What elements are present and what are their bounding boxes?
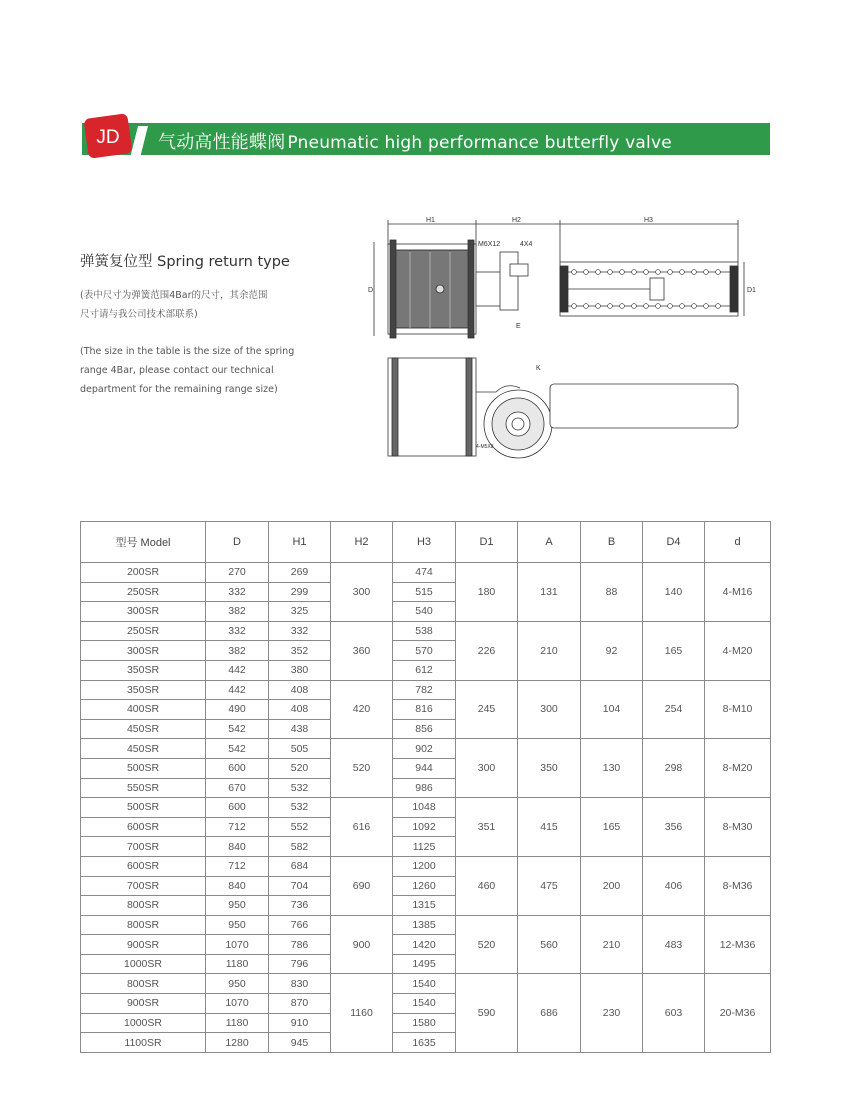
cell-d: 442 xyxy=(206,680,269,700)
cell-bolt: 4-M20 xyxy=(705,621,771,680)
cell-d4: 483 xyxy=(643,915,705,974)
cell-h3: 1580 xyxy=(393,1013,456,1033)
cell-model: 800SR xyxy=(81,974,206,994)
cell-h1: 830 xyxy=(269,974,331,994)
cell-d: 542 xyxy=(206,719,269,739)
cell-model: 200SR xyxy=(81,563,206,583)
cell-b: 130 xyxy=(581,739,643,798)
cell-h1: 299 xyxy=(269,582,331,602)
m6x12-label: M6X12 xyxy=(478,241,501,248)
cell-h1: 380 xyxy=(269,660,331,680)
table-row xyxy=(81,621,771,641)
cell-d: 840 xyxy=(206,837,269,857)
col-header-model: 型号 Model xyxy=(81,522,206,563)
cell-model: 350SR xyxy=(81,660,206,680)
cell-h1: 532 xyxy=(269,778,331,798)
cell-h3: 1315 xyxy=(393,896,456,916)
jd-logo xyxy=(82,110,152,162)
col-header-d1: D1 xyxy=(456,522,518,563)
cell-a: 300 xyxy=(518,680,581,739)
cell-d4: 140 xyxy=(643,563,705,622)
cell-h1: 736 xyxy=(269,896,331,916)
cell-d: 542 xyxy=(206,739,269,759)
section-subtitle: 弹簧复位型 Spring return type xyxy=(80,254,290,270)
cell-d: 670 xyxy=(206,778,269,798)
cell-d4: 298 xyxy=(643,739,705,798)
cell-model: 300SR xyxy=(81,602,206,622)
cell-h2: 616 xyxy=(331,798,393,857)
cell-model: 450SR xyxy=(81,719,206,739)
e-label: E xyxy=(516,323,521,330)
cell-h1: 520 xyxy=(269,758,331,778)
cell-h3: 570 xyxy=(393,641,456,661)
cell-h1: 438 xyxy=(269,719,331,739)
cell-model: 500SR xyxy=(81,758,206,778)
cell-h1: 582 xyxy=(269,837,331,857)
cell-d1: 590 xyxy=(456,974,518,1052)
cell-model: 250SR xyxy=(81,621,206,641)
cell-h3: 944 xyxy=(393,758,456,778)
cell-h3: 1260 xyxy=(393,876,456,896)
cell-b: 230 xyxy=(581,974,643,1052)
valve-drawing xyxy=(360,212,760,472)
cell-h3: 1495 xyxy=(393,954,456,974)
cell-d: 600 xyxy=(206,758,269,778)
table-body xyxy=(81,563,771,1053)
cell-d: 712 xyxy=(206,856,269,876)
banner-title xyxy=(158,128,672,154)
cell-d: 1070 xyxy=(206,935,269,955)
cell-b: 88 xyxy=(581,563,643,622)
cell-d: 600 xyxy=(206,798,269,818)
cell-h3: 1125 xyxy=(393,837,456,857)
title-en: Pneumatic high performance butterfly valve xyxy=(287,133,672,153)
h2-label: H2 xyxy=(512,217,521,224)
cell-h1: 704 xyxy=(269,876,331,896)
cell-h2: 420 xyxy=(331,680,393,739)
cell-h3: 538 xyxy=(393,621,456,641)
note-en-line: department for the remaining range size) xyxy=(80,384,278,395)
cell-model: 900SR xyxy=(81,935,206,955)
cell-model: 450SR xyxy=(81,739,206,759)
cell-d4: 406 xyxy=(643,856,705,915)
cell-h3: 515 xyxy=(393,582,456,602)
cell-h3: 1540 xyxy=(393,974,456,994)
cell-d: 270 xyxy=(206,563,269,583)
cell-h1: 945 xyxy=(269,1033,331,1053)
cell-d: 950 xyxy=(206,896,269,916)
cell-d: 840 xyxy=(206,876,269,896)
col-header-b: B xyxy=(581,522,643,563)
cell-d4: 603 xyxy=(643,974,705,1052)
col-header-bolt: d xyxy=(705,522,771,563)
cell-bolt: 4-M16 xyxy=(705,563,771,622)
cell-model: 1100SR xyxy=(81,1033,206,1053)
cell-a: 210 xyxy=(518,621,581,680)
cell-model: 600SR xyxy=(81,817,206,837)
cell-b: 104 xyxy=(581,680,643,739)
note-en xyxy=(80,342,294,399)
cell-a: 560 xyxy=(518,915,581,974)
table-row xyxy=(81,798,771,818)
cell-h3: 986 xyxy=(393,778,456,798)
table-header-row xyxy=(81,522,771,563)
h1-label: H1 xyxy=(426,217,435,224)
cell-d: 382 xyxy=(206,602,269,622)
cell-d4: 356 xyxy=(643,798,705,857)
cell-h3: 816 xyxy=(393,700,456,720)
cell-d: 950 xyxy=(206,915,269,935)
cell-h1: 408 xyxy=(269,700,331,720)
cell-model: 700SR xyxy=(81,837,206,857)
note-cn-line: 尺寸请与我公司技术部联系) xyxy=(80,309,198,320)
cell-b: 92 xyxy=(581,621,643,680)
note-en-line: range 4Bar, please contact our technical xyxy=(80,365,274,376)
cell-d: 1180 xyxy=(206,1013,269,1033)
table-row xyxy=(81,856,771,876)
table-row xyxy=(81,739,771,759)
cell-model: 300SR xyxy=(81,641,206,661)
cell-h2: 690 xyxy=(331,856,393,915)
cell-d4: 254 xyxy=(643,680,705,739)
cell-a: 131 xyxy=(518,563,581,622)
cell-h1: 332 xyxy=(269,621,331,641)
cell-h3: 1092 xyxy=(393,817,456,837)
cell-d: 712 xyxy=(206,817,269,837)
d1-label: D1 xyxy=(747,287,756,294)
cell-h1: 325 xyxy=(269,602,331,622)
cell-d1: 245 xyxy=(456,680,518,739)
cell-h3: 1200 xyxy=(393,856,456,876)
cell-h1: 532 xyxy=(269,798,331,818)
cell-h3: 1635 xyxy=(393,1033,456,1053)
cell-model: 550SR xyxy=(81,778,206,798)
logo-text: JD xyxy=(96,127,120,148)
cell-model: 500SR xyxy=(81,798,206,818)
cell-h1: 766 xyxy=(269,915,331,935)
cell-d1: 180 xyxy=(456,563,518,622)
cell-d: 1070 xyxy=(206,994,269,1014)
cell-h3: 856 xyxy=(393,719,456,739)
h3-label: H3 xyxy=(644,217,653,224)
cell-model: 800SR xyxy=(81,915,206,935)
cell-model: 600SR xyxy=(81,856,206,876)
k-label: K xyxy=(536,365,541,372)
cell-h1: 269 xyxy=(269,563,331,583)
cell-h1: 552 xyxy=(269,817,331,837)
cell-h2: 1160 xyxy=(331,974,393,1052)
spec-table xyxy=(80,521,771,1053)
table-row xyxy=(81,974,771,994)
cell-d: 332 xyxy=(206,621,269,641)
cell-d1: 460 xyxy=(456,856,518,915)
cell-h1: 786 xyxy=(269,935,331,955)
cell-model: 250SR xyxy=(81,582,206,602)
cell-d: 490 xyxy=(206,700,269,720)
cell-a: 686 xyxy=(518,974,581,1052)
table-row xyxy=(81,563,771,583)
cell-a: 475 xyxy=(518,856,581,915)
cell-h3: 1385 xyxy=(393,915,456,935)
col-header-h1: H1 xyxy=(269,522,331,563)
cell-a: 350 xyxy=(518,739,581,798)
col-header-d4: D4 xyxy=(643,522,705,563)
cell-h2: 520 xyxy=(331,739,393,798)
cell-h1: 684 xyxy=(269,856,331,876)
cell-b: 210 xyxy=(581,915,643,974)
cell-b: 165 xyxy=(581,798,643,857)
cell-model: 700SR xyxy=(81,876,206,896)
cell-model: 900SR xyxy=(81,994,206,1014)
title-cn: 气动高性能蝶阀 xyxy=(158,132,286,153)
cell-d: 442 xyxy=(206,660,269,680)
col-header-d: D xyxy=(206,522,269,563)
note-cn xyxy=(80,286,268,324)
cell-d4: 165 xyxy=(643,621,705,680)
cell-bolt: 8-M10 xyxy=(705,680,771,739)
cell-h2: 360 xyxy=(331,621,393,680)
cell-d: 1180 xyxy=(206,954,269,974)
cell-d1: 226 xyxy=(456,621,518,680)
col-header-h3: H3 xyxy=(393,522,456,563)
note-cn-line: (表中尺寸为弹簧范围4Bar的尺寸，其余范围 xyxy=(80,290,268,301)
cell-model: 1000SR xyxy=(81,1013,206,1033)
cell-h3: 1048 xyxy=(393,798,456,818)
cell-h1: 870 xyxy=(269,994,331,1014)
cell-a: 415 xyxy=(518,798,581,857)
cell-h1: 408 xyxy=(269,680,331,700)
cell-bolt: 12-M36 xyxy=(705,915,771,974)
cell-h3: 1420 xyxy=(393,935,456,955)
cell-model: 1000SR xyxy=(81,954,206,974)
cell-h2: 900 xyxy=(331,915,393,974)
col-header-h2: H2 xyxy=(331,522,393,563)
cell-h2: 300 xyxy=(331,563,393,622)
cell-d: 950 xyxy=(206,974,269,994)
cell-bolt: 8-M36 xyxy=(705,856,771,915)
cell-b: 200 xyxy=(581,856,643,915)
cell-h3: 540 xyxy=(393,602,456,622)
cell-d: 332 xyxy=(206,582,269,602)
cell-d: 382 xyxy=(206,641,269,661)
note-en-line: (The size in the table is the size of the spring xyxy=(80,346,295,357)
m5-label: 4-M5X8 xyxy=(476,444,494,450)
cell-h1: 796 xyxy=(269,954,331,974)
cell-d1: 300 xyxy=(456,739,518,798)
cell-h3: 782 xyxy=(393,680,456,700)
cell-h3: 902 xyxy=(393,739,456,759)
4x4-label: 4X4 xyxy=(520,241,533,248)
cell-h3: 612 xyxy=(393,660,456,680)
cell-h1: 910 xyxy=(269,1013,331,1033)
cell-model: 350SR xyxy=(81,680,206,700)
cell-h1: 505 xyxy=(269,739,331,759)
cell-bolt: 8-M20 xyxy=(705,739,771,798)
col-header-a: A xyxy=(518,522,581,563)
cell-d1: 351 xyxy=(456,798,518,857)
d-label: D xyxy=(368,287,374,294)
cell-bolt: 20-M36 xyxy=(705,974,771,1052)
cell-h3: 1540 xyxy=(393,994,456,1014)
table-row xyxy=(81,680,771,700)
table-row xyxy=(81,915,771,935)
cell-d1: 520 xyxy=(456,915,518,974)
cell-model: 800SR xyxy=(81,896,206,916)
cell-h3: 474 xyxy=(393,563,456,583)
cell-bolt: 8-M30 xyxy=(705,798,771,857)
cell-h1: 352 xyxy=(269,641,331,661)
cell-d: 1280 xyxy=(206,1033,269,1053)
cell-model: 400SR xyxy=(81,700,206,720)
